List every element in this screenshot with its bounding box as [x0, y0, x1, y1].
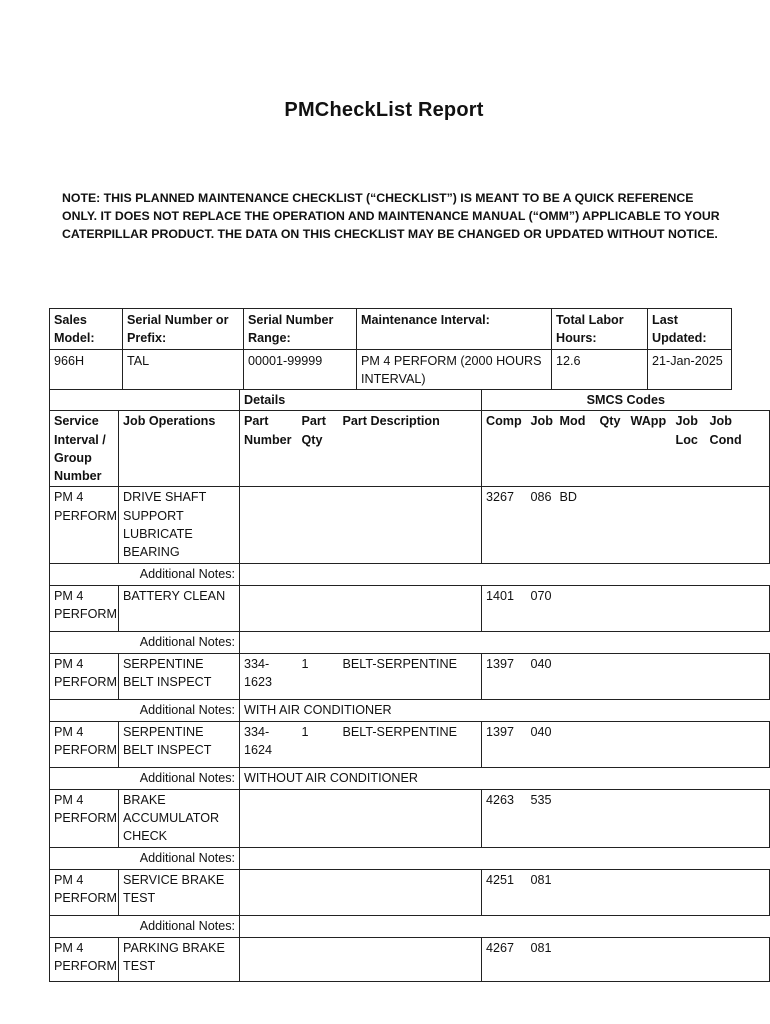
row-job-loc: [672, 585, 706, 631]
row-job-operation: PARKING BRAKE TEST: [119, 937, 240, 981]
row-part-qty: [298, 937, 339, 981]
checklist-viewport: [49, 390, 742, 990]
report-title: PMCheckList Report: [284, 99, 484, 121]
report-header-table: [49, 308, 732, 390]
row-mod: [556, 937, 596, 981]
row-interval: PM 4 PERFORM: [50, 721, 119, 767]
row-mod: [556, 789, 596, 847]
row-job-cond: [706, 869, 770, 915]
row-job-loc: [672, 487, 706, 563]
col-part-qty: Part Qty: [298, 411, 339, 487]
row-job: 081: [527, 937, 556, 981]
row-job: 081: [527, 869, 556, 915]
row-job-operation: SERPENTINE BELT INSPECT: [119, 721, 240, 767]
row-qty: [596, 721, 627, 767]
additional-notes-value: [240, 563, 770, 585]
serial-prefix-label: Serial Number or Prefix:: [123, 309, 244, 350]
col-wapp: WApp: [627, 411, 672, 487]
row-job-cond: [706, 487, 770, 563]
row-part-description: [339, 869, 482, 915]
additional-notes-row: [50, 767, 770, 789]
col-job-cond: Job Cond: [706, 411, 770, 487]
row-part-number: 334-1624: [240, 721, 298, 767]
sales-model-label: Sales Model:: [50, 309, 123, 350]
row-mod: BD: [556, 487, 596, 563]
row-job: 070: [527, 585, 556, 631]
row-part-qty: [298, 585, 339, 631]
row-comp: 1397: [482, 721, 527, 767]
row-part-number: [240, 585, 298, 631]
row-part-description: [339, 585, 482, 631]
last-updated-label: Last Updated:: [648, 309, 732, 350]
row-part-description: [339, 789, 482, 847]
row-wapp: [627, 937, 672, 981]
col-part-description: Part Description: [339, 411, 482, 487]
additional-notes-label: Additional Notes:: [50, 767, 240, 789]
row-job: 086: [527, 487, 556, 563]
row-qty: [596, 789, 627, 847]
row-part-number: [240, 937, 298, 981]
row-comp: 4263: [482, 789, 527, 847]
details-label: Details: [240, 390, 482, 411]
row-comp: 1397: [482, 653, 527, 699]
additional-notes-label: Additional Notes:: [50, 699, 240, 721]
additional-notes-value: WITHOUT AIR CONDITIONER: [240, 767, 770, 789]
col-mod: Mod: [556, 411, 596, 487]
row-job-operation: BATTERY CLEAN: [119, 585, 240, 631]
interval-label: Maintenance Interval:: [357, 309, 552, 350]
smcs-label: SMCS Codes: [482, 390, 770, 411]
row-comp: 4251: [482, 869, 527, 915]
additional-notes-label: Additional Notes:: [50, 915, 240, 937]
row-qty: [596, 585, 627, 631]
row-qty: [596, 937, 627, 981]
row-job: 040: [527, 721, 556, 767]
row-qty: [596, 869, 627, 915]
checklist-table: [49, 390, 770, 982]
row-comp: 3267: [482, 487, 527, 563]
row-job-cond: [706, 937, 770, 981]
sales-model-value: 966H: [50, 349, 123, 390]
row-part-description: BELT-SERPENTINE: [339, 721, 482, 767]
col-comp: Comp: [482, 411, 527, 487]
additional-notes-label: Additional Notes:: [50, 631, 240, 653]
row-interval: PM 4 PERFORM: [50, 937, 119, 981]
row-job-loc: [672, 937, 706, 981]
additional-notes-label: Additional Notes:: [50, 847, 240, 869]
serial-prefix-value: TAL: [123, 349, 244, 390]
row-interval: PM 4 PERFORM: [50, 869, 119, 915]
additional-notes-value: [240, 915, 770, 937]
additional-notes-row: [50, 631, 770, 653]
row-qty: [596, 487, 627, 563]
last-updated-value: 21-Jan-2025: [648, 349, 732, 390]
row-wapp: [627, 869, 672, 915]
additional-notes-value: [240, 631, 770, 653]
row-job-loc: [672, 869, 706, 915]
row-part-qty: [298, 487, 339, 563]
row-part-number: [240, 789, 298, 847]
table-row: [50, 585, 770, 631]
row-part-qty: [298, 869, 339, 915]
column-header-row: [50, 411, 770, 487]
col-job-operations: Job Operations: [119, 411, 240, 487]
row-interval: PM 4 PERFORM: [50, 487, 119, 563]
serial-range-label: Serial Number Range:: [244, 309, 357, 350]
row-wapp: [627, 789, 672, 847]
row-job-cond: [706, 789, 770, 847]
row-job-cond: [706, 585, 770, 631]
serial-range-value: 00001-99999: [244, 349, 357, 390]
row-job-operation: DRIVE SHAFT SUPPORT LUBRICATE BEARING: [119, 487, 240, 563]
row-comp: 1401: [482, 585, 527, 631]
table-row: [50, 789, 770, 847]
additional-notes-row: [50, 847, 770, 869]
row-job-cond: [706, 653, 770, 699]
row-part-number: [240, 869, 298, 915]
col-service-interval: Service Interval / Group Number: [50, 411, 119, 487]
row-part-qty: [298, 789, 339, 847]
labor-hours-value: 12.6: [552, 349, 648, 390]
row-job: 040: [527, 653, 556, 699]
row-mod: [556, 721, 596, 767]
row-part-description: [339, 487, 482, 563]
table-row: [50, 487, 770, 563]
row-job-loc: [672, 721, 706, 767]
additional-notes-row: [50, 915, 770, 937]
additional-notes-row: [50, 699, 770, 721]
additional-notes-row: [50, 563, 770, 585]
row-mod: [556, 653, 596, 699]
col-part-number: Part Number: [240, 411, 298, 487]
row-mod: [556, 585, 596, 631]
row-part-number: 334-1623: [240, 653, 298, 699]
row-wapp: [627, 585, 672, 631]
row-part-description: [339, 937, 482, 981]
row-qty: [596, 653, 627, 699]
row-mod: [556, 869, 596, 915]
row-job-loc: [672, 653, 706, 699]
row-part-description: BELT-SERPENTINE: [339, 653, 482, 699]
disclaimer-note: NOTE: THIS PLANNED MAINTENANCE CHECKLIST (“CHECKLIST”) IS MEANT TO BE A QUICK REFERENCE ONLY. IT DOES NOT REPLACE THE OPERATION AND MAINTENANCE MANUAL (“OMM”) APPLICABLE TO YOUR CATERPILLAR PRODUCT. THE DATA ON THIS CHECKLIST MAY BE CHANGED OR UPDATED WITHOUT NOTICE.: [62, 191, 720, 242]
row-part-number: [240, 487, 298, 563]
row-wapp: [627, 487, 672, 563]
row-wapp: [627, 653, 672, 699]
col-qty: Qty: [596, 411, 627, 487]
row-part-qty: 1: [298, 653, 339, 699]
row-wapp: [627, 721, 672, 767]
row-interval: PM 4 PERFORM: [50, 585, 119, 631]
col-job: Job: [527, 411, 556, 487]
row-job-operation: SERVICE BRAKE TEST: [119, 869, 240, 915]
row-job-cond: [706, 721, 770, 767]
table-row: [50, 721, 770, 767]
table-row: [50, 937, 770, 981]
row-job-operation: BRAKE ACCUMULATOR CHECK: [119, 789, 240, 847]
additional-notes-label: Additional Notes:: [50, 563, 240, 585]
row-interval: PM 4 PERFORM: [50, 653, 119, 699]
additional-notes-value: WITH AIR CONDITIONER: [240, 699, 770, 721]
row-part-qty: 1: [298, 721, 339, 767]
row-job-loc: [672, 789, 706, 847]
row-comp: 4267: [482, 937, 527, 981]
group-header-row: [50, 390, 770, 411]
row-job-operation: SERPENTINE BELT INSPECT: [119, 653, 240, 699]
additional-notes-value: [240, 847, 770, 869]
col-job-loc: Job Loc: [672, 411, 706, 487]
interval-value: PM 4 PERFORM (2000 HOURS INTERVAL): [357, 349, 552, 390]
labor-hours-label: Total Labor Hours:: [552, 309, 648, 350]
table-row: [50, 869, 770, 915]
row-job: 535: [527, 789, 556, 847]
row-interval: PM 4 PERFORM: [50, 789, 119, 847]
table-row: [50, 653, 770, 699]
